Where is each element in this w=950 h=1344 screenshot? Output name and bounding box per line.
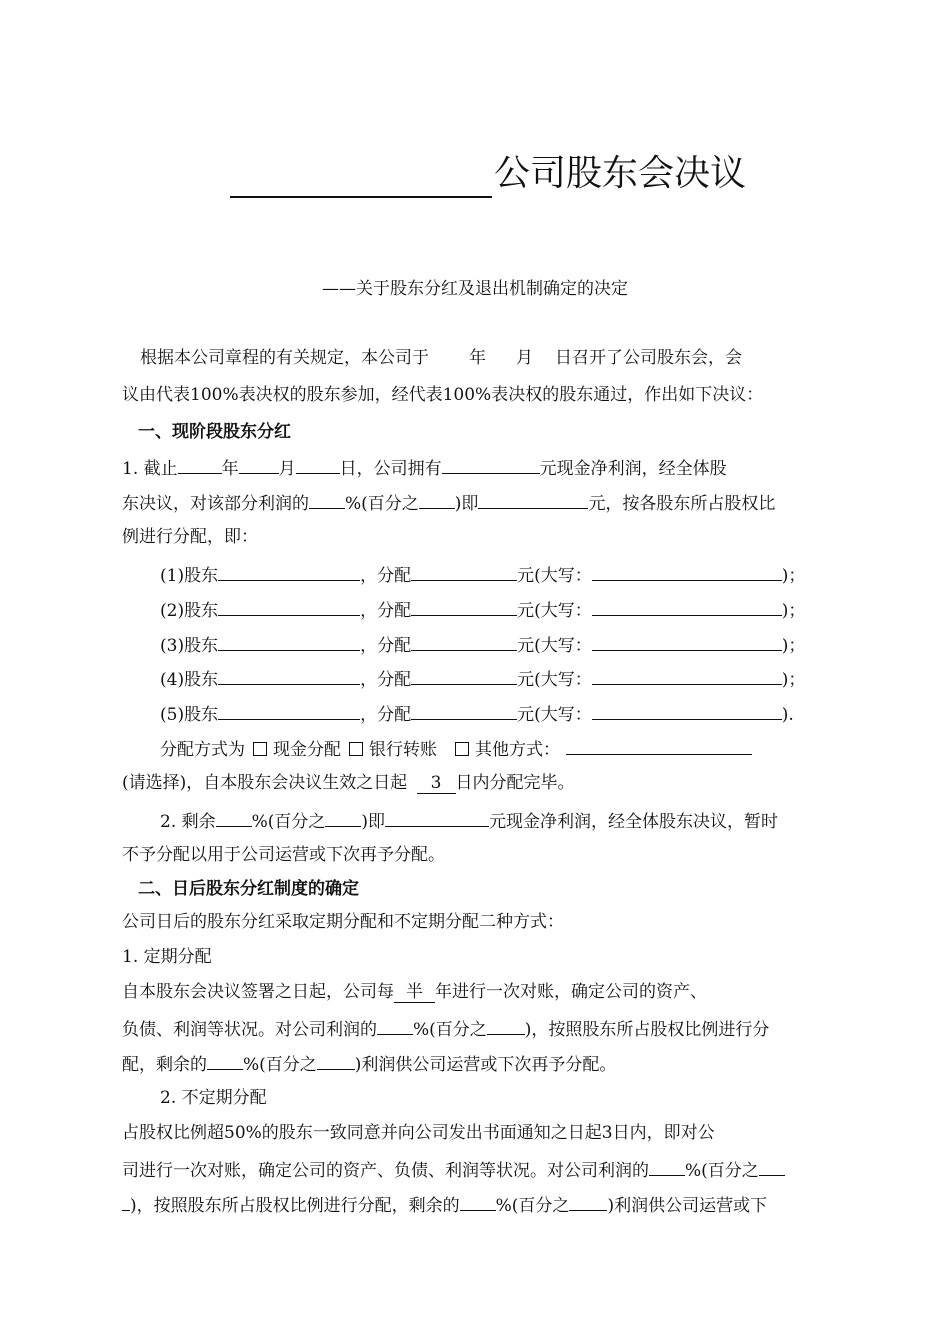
blank-remain-amount[interactable] (385, 808, 489, 827)
blank-remain-percent[interactable] (216, 808, 252, 827)
title-text: 公司股东会决议 (494, 153, 747, 194)
blank-alloc-amount[interactable] (411, 666, 517, 685)
method-line-2: (请选择)，自本股东会决议生效之日起 3 日内分配完毕。 (122, 773, 575, 793)
blank-year[interactable] (178, 455, 222, 474)
checkbox-other[interactable] (455, 742, 469, 756)
s1-p3: 例进行分配，即： (122, 527, 258, 547)
s2-p1: 自本股东会决议签署之日起，公司每 半 年进行一次对账，确定公司的资产、 (122, 982, 707, 1002)
intro-line-2: 议由代表100%表决权的股东参加，经代表100%表决权的股东通过，作出如下决议： (122, 385, 764, 405)
subtitle: ——关于股东分红及退出机制确定的决定 (322, 279, 628, 299)
blank-alloc-amount[interactable] (411, 597, 517, 616)
blank-alloc-words[interactable] (592, 562, 782, 581)
checkbox-bank[interactable] (349, 742, 363, 756)
page-title (230, 150, 746, 198)
blank-alloc-words[interactable] (592, 632, 782, 651)
s2-t1: 占股权比例超50%的股东一致同意并向公司发出书面通知之日起3日内，即对公 (122, 1123, 715, 1143)
blank-irregular-remain-cn[interactable] (569, 1192, 607, 1211)
blank-regular-remain[interactable] (207, 1051, 243, 1070)
blank-day[interactable] (296, 455, 340, 474)
section2-heading: 二、日后股东分红制度的确定 (138, 879, 359, 899)
s1-p4: 2. 剩余 %(百分之 )即 元现金净利润，经全体股东决议，暂时 (160, 808, 778, 833)
blank-irregular-percent-cn[interactable] (759, 1157, 785, 1176)
s2-p3: 配，剩余的 %(百分之 )利润供公司运营或下次再予分配。 (122, 1051, 616, 1076)
shareholder-row: (4)股东 ，分配 元(大写： )； (160, 666, 805, 691)
blank-irregular-remain[interactable] (460, 1192, 496, 1211)
blank-remain-percent-cn[interactable] (325, 808, 361, 827)
blank-shareholder-name[interactable] (218, 701, 360, 720)
shareholder-row: (2)股东 ，分配 元(大写： )； (160, 597, 805, 622)
blank-shareholder-name[interactable] (218, 597, 360, 616)
s1-p2: 东决议，对该部分利润的 %(百分之 )即 元，按各股东所占股权比 (122, 490, 775, 515)
s2-p2: 负债、利润等状况。对公司利润的 %(百分之 )，按照股东所占股权比例进行分 (122, 1016, 769, 1041)
blank-amount[interactable] (478, 490, 588, 509)
blank-irregular-percent[interactable] (649, 1157, 685, 1176)
blank-alloc-words[interactable] (592, 666, 782, 685)
shareholder-row: (5)股东 ，分配 元(大写： ). (160, 701, 794, 726)
s2-intro: 公司日后的股东分红采取定期分配和不定期分配二种方式： (122, 912, 564, 932)
period-value[interactable]: 半 (394, 982, 435, 1003)
s1-p1: 1. 截止 年 月 日，公司拥有 元现金净利润，经全体股 (122, 455, 727, 480)
intro-line-1: 根据本公司章程的有关规定，本公司于 年 月 日召开了公司股东会，会 (140, 348, 742, 368)
blank-irregular-percent-cn-cont[interactable] (122, 1192, 130, 1211)
blank-regular-remain-cn[interactable] (317, 1051, 355, 1070)
blank-month[interactable] (239, 455, 279, 474)
blank-shareholder-name[interactable] (218, 666, 360, 685)
blank-percent[interactable] (309, 490, 345, 509)
blank-shareholder-name[interactable] (218, 632, 360, 651)
s1-p5: 不予分配以用于公司运营或下次再予分配。 (122, 845, 445, 865)
blank-regular-percent-cn[interactable] (487, 1016, 525, 1035)
days-value[interactable]: 3 (417, 773, 456, 794)
s2-t2: 司进行一次对账，确定公司的资产、负债、利润等状况。对公司利润的 %(百分之 (122, 1157, 785, 1182)
s2-sub1: 1. 定期分配 (122, 947, 212, 967)
blank-alloc-words[interactable] (592, 701, 782, 720)
s2-t3: )，按照股东所占股权比例进行分配，剩余的 %(百分之 )利润供公司运营或下 (122, 1192, 767, 1217)
blank-profit[interactable] (442, 455, 540, 474)
checkbox-cash[interactable] (253, 742, 267, 756)
shareholder-row: (3)股东 ，分配 元(大写： )； (160, 632, 805, 657)
blank-shareholder-name[interactable] (218, 562, 360, 581)
shareholder-row: (1)股东 ，分配 元(大写： )； (160, 562, 805, 587)
blank-alloc-amount[interactable] (411, 632, 517, 651)
blank-other-method[interactable] (566, 736, 752, 755)
blank-alloc-amount[interactable] (411, 562, 517, 581)
blank-alloc-words[interactable] (592, 597, 782, 616)
method-line: 分配方式为 现金分配 银行转账 其他方式： (160, 736, 752, 761)
blank-regular-percent[interactable] (377, 1016, 413, 1035)
section1-heading: 一、现阶段股东分红 (138, 422, 291, 442)
s2-sub2: 2. 不定期分配 (160, 1088, 267, 1108)
blank-alloc-amount[interactable] (411, 701, 517, 720)
company-name-blank[interactable] (230, 156, 492, 198)
blank-percent-cn[interactable] (419, 490, 455, 509)
